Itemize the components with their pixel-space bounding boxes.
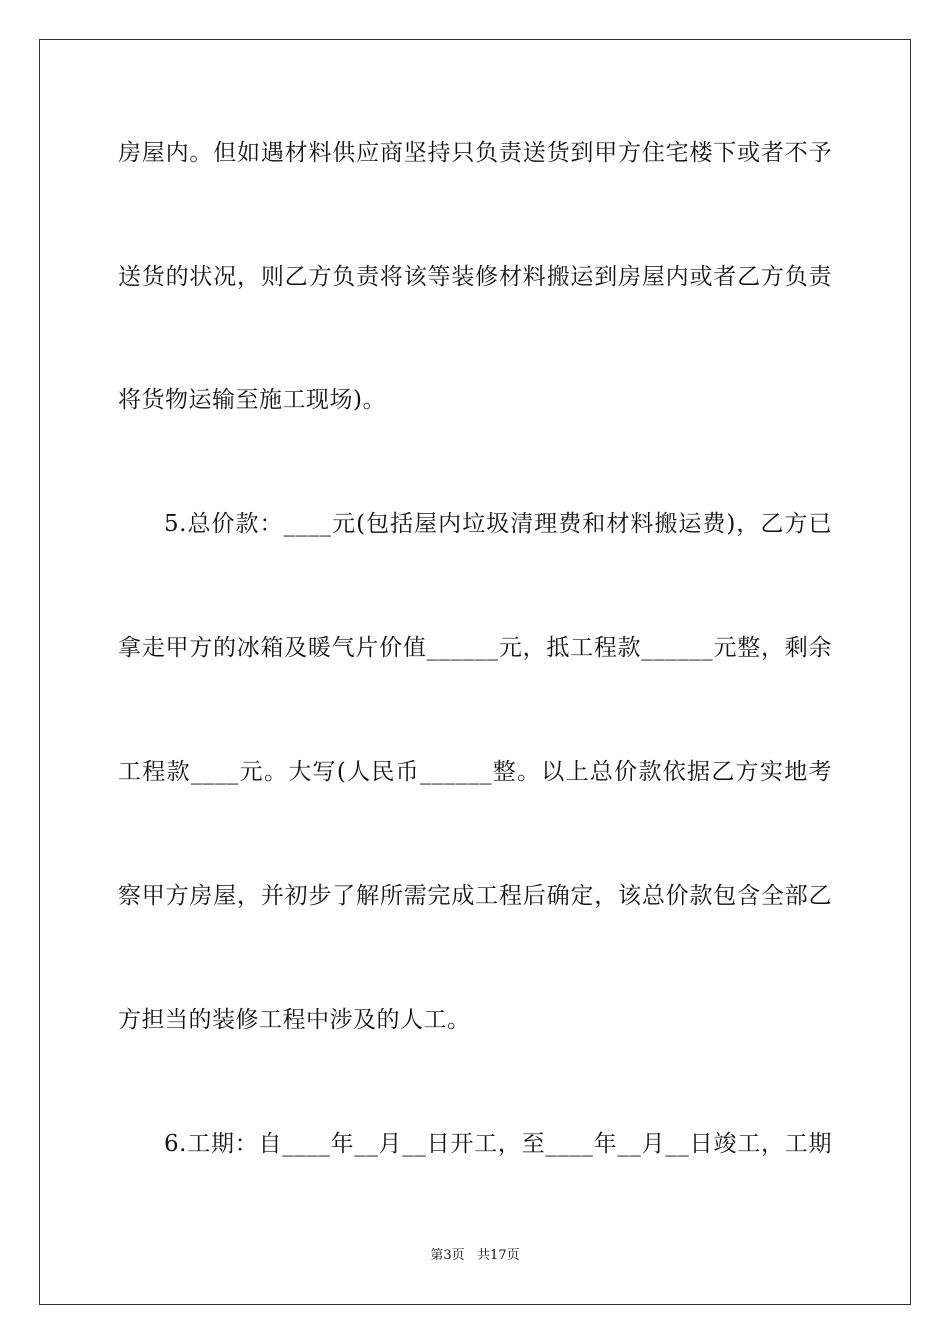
page-number-footer: 第3页 共17页 (430, 1248, 520, 1263)
page-frame (39, 39, 911, 1305)
body-line: 察甲方房屋，并初步了解所需完成工程后确定，该总价款包含全部乙 (118, 883, 832, 909)
section-5-line: 5.总价款：____元(包括屋内垃圾清理费和材料搬运费)，乙方已 (164, 511, 832, 537)
body-line: 拿走甲方的冰箱及暖气片价值______元，抵工程款______元整，剩余 (118, 635, 832, 661)
section-6-line: 6.工期：自____年__月__日开工，至____年__月__日竣工，工期 (164, 1131, 832, 1157)
body-line: 方担当的装修工程中涉及的人工。 (118, 1007, 471, 1033)
body-line: 送货的状况，则乙方负责将该等装修材料搬运到房屋内或者乙方负责 (118, 264, 832, 290)
body-line: 房屋内。但如遇材料供应商坚持只负责送货到甲方住宅楼下或者不予 (118, 140, 832, 166)
body-line: 工程款____元。大写(人民币______整。以上总价款依据乙方实地考 (118, 759, 832, 785)
body-line: 将货物运输至施工现场)。 (118, 387, 386, 413)
